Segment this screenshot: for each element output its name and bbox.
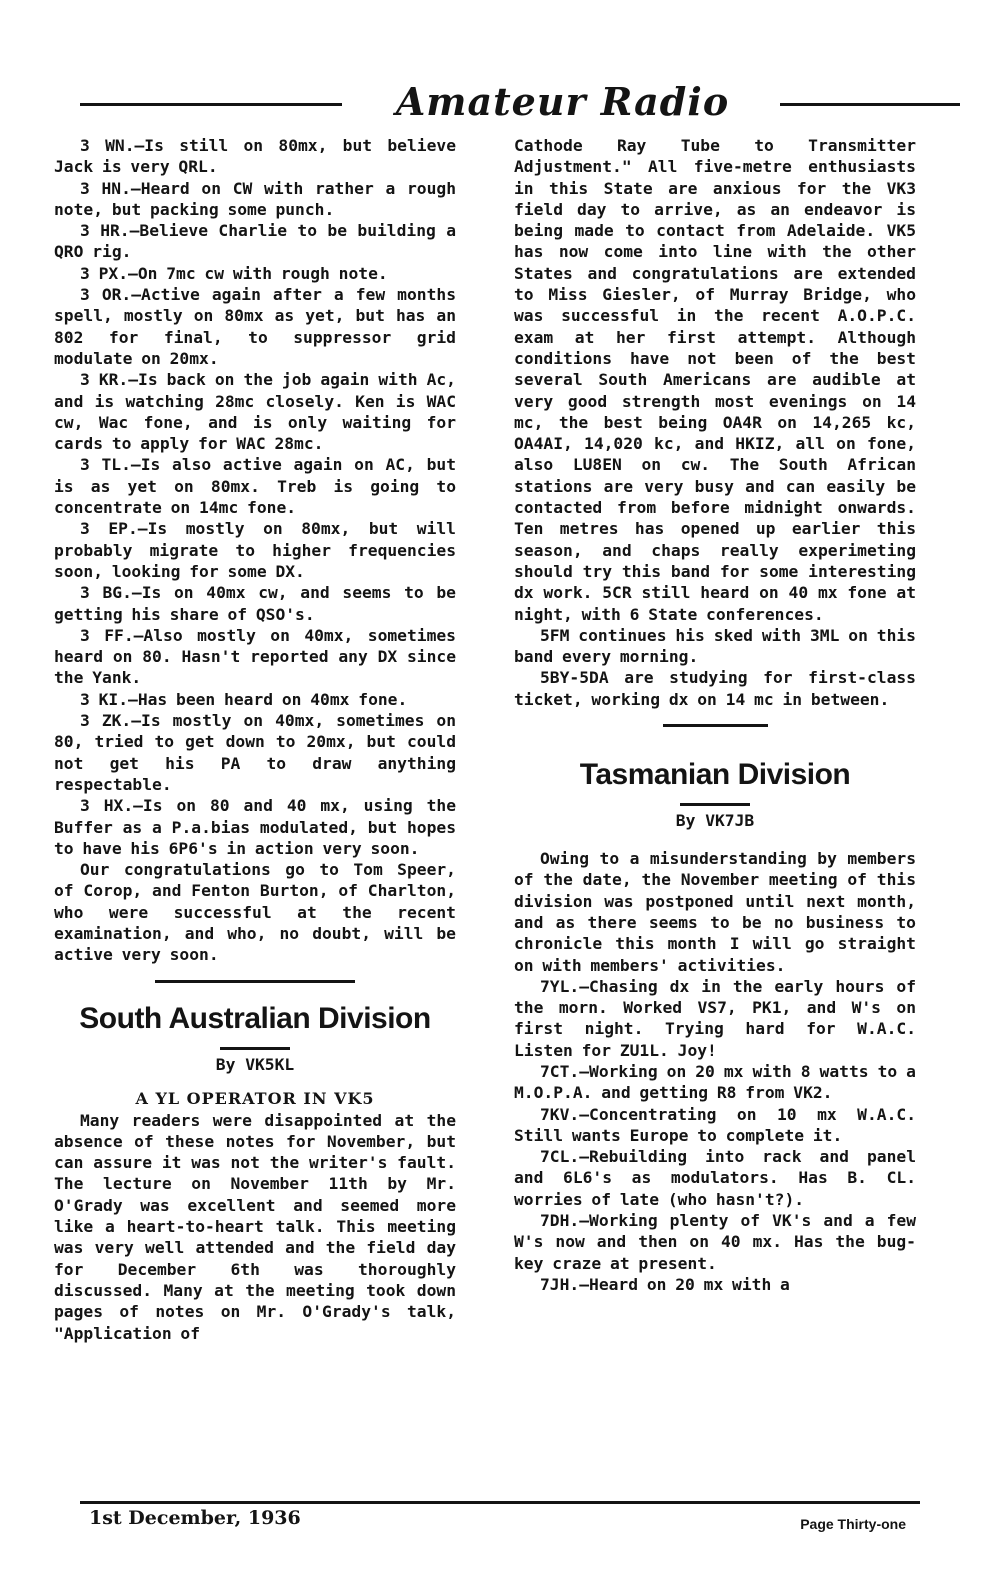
station-note-3zk: 3 ZK.—Is mostly on 40mx, sometimes on 80, tried to get down to 20mx, but could not get his PA to draw anything respectable. bbox=[54, 711, 456, 794]
station-note-7dh: 7DH.—Working plenty of VK's and a few W's now and then on 40 mx. Has the bug-key craze at present. bbox=[514, 1211, 916, 1273]
south-australian-paragraph: Many readers were disappointed at the absence of these notes for November, but can assure it was not the writer's fault. The lecture on November 11th by Mr. O'Grady was excellent and seemed more like a heart-to-heart talk. This meeting was very well attended and the field day for December 6th was thoroughly discussed. Many at the meeting took down pages of notes on Mr. O'Grady's talk, "Application of bbox=[54, 1110, 456, 1343]
station-note-7ct: 7CT.—Working on 20 mx with 8 watts to a M.O.P.A. and getting R8 from VK2. bbox=[514, 1061, 916, 1103]
station-note-3bg: 3 BG.—Is on 40mx cw, and seems to be getting his share of QSO's. bbox=[54, 583, 456, 624]
station-note-7cl: 7CL.—Rebuilding into rack and panel and 6L6's as modulators. Has B. CL. worries of late (who hasn't?). bbox=[514, 1147, 916, 1209]
section-divider bbox=[155, 980, 355, 983]
masthead-title: Amateur Radio bbox=[395, 79, 730, 124]
byline-vk7jb: By VK7JB bbox=[675, 811, 755, 831]
right-column bbox=[514, 135, 916, 1295]
station-note-7jh: 7JH.—Heard on 20 mx with a bbox=[540, 1274, 790, 1294]
masthead-rule-left bbox=[80, 103, 342, 106]
left-column bbox=[54, 135, 456, 1344]
station-note-5by-5da: 5BY-5DA are studying for first-class ticket, working dx on 14 mc in between. bbox=[514, 668, 916, 709]
station-note-5fm: 5FM continues his sked with 3ML on this band every morning. bbox=[514, 625, 916, 667]
station-note-3kr: 3 KR.—Is back on the job again with Ac, and is watching 28mc closely. Ken is WAC cw, Wac fone, and is only waiting for cards to apply for WAC 28mc. bbox=[54, 370, 456, 454]
station-note-3ki: 3 KI.—Has been heard on 40mx fone. bbox=[80, 689, 408, 709]
station-note-3hx: 3 HX.—Is on 80 and 40 mx, using the Buffer as a P.a.bias modulated, but hopes to have his 6P6's in action very soon. bbox=[54, 796, 456, 858]
station-note-3hr: 3 HR.—Believe Charlie to be building a QRO rig. bbox=[54, 221, 456, 262]
station-note-3hn: 3 HN.—Heard on CW with rather a rough note, but packing some punch. bbox=[54, 178, 456, 219]
section-divider bbox=[663, 724, 768, 727]
station-note-3tl: 3 TL.—Is also active again on AC, but is as yet on 80mx. Treb is going to concentrate on 14mc fone. bbox=[54, 455, 456, 518]
title-underline bbox=[220, 1047, 290, 1050]
tasmanian-intro-paragraph: Owing to a misunderstanding by members of the date, the November meeting of this division was postponed until next month, and as there seems to be no business to chronicle this month I will go straight on with members' activities. bbox=[514, 849, 916, 975]
congratulations-paragraph: Our congratulations go to Tom Speer, of Corop, and Fenton Burton, of Charlton, who were successful at the recent examination, and who, no doubt, will be active very soon. bbox=[54, 860, 456, 965]
issue-date: 1st December, 1936 bbox=[89, 1507, 301, 1529]
station-note-3or: 3 OR.—Active again after a few months spell, mostly on 80mx as yet, but has an 802 for final, to suppressor grid modulate on 20mx. bbox=[54, 285, 456, 368]
section-title-south-australian: South Australian Division bbox=[79, 1001, 431, 1035]
masthead bbox=[80, 78, 940, 126]
station-note-3px: 3 PX.—On 7mc cw with rough note. bbox=[80, 263, 388, 283]
station-note-7kv: 7KV.—Concentrating on 10 mx W.A.C. Still wants Europe to complete it. bbox=[514, 1104, 916, 1145]
masthead-rule-right bbox=[780, 103, 960, 106]
station-note-3wn: 3 WN.—Is still on 80mx, but believe Jack is very QRL. bbox=[54, 136, 456, 177]
section-title-tasmanian: Tasmanian Division bbox=[579, 758, 851, 792]
station-note-7yl: 7YL.—Chasing dx in the early hours of the morn. Worked VS7, PK1, and W's on first night. Trying hard for W.A.C. Listen for ZU1L. Joy! bbox=[514, 976, 916, 1060]
footer-rule bbox=[80, 1501, 920, 1504]
page-number: Page Thirty-one bbox=[800, 1516, 906, 1532]
byline-vk5kl: By VK5KL bbox=[215, 1054, 295, 1074]
station-note-3ep: 3 EP.—Is mostly on 80mx, but will probably migrate to higher frequencies soon, looking for some DX. bbox=[54, 519, 456, 581]
title-underline bbox=[680, 803, 750, 806]
south-australian-continued: Cathode Ray Tube to Transmitter Adjustment." All five-metre enthusiasts in this State are anxious for the VK3 field day to arrive, as an endeavor is being made to contact from Adelaide. VK5 has now come into line with the other States and congratulations are extended to Miss Giesler, of Murray Bridge, who was successful in the recent A.O.P.C. exam at her first attempt. Although conditions have not been of the best several South Americans are audible at very good strength most evenings on 14 mc, the best being OA4R on 14,265 kc, OA4AI, 14,020 kc, and HKIZ, all on fone, also LU8EN on cw. The South African stations are very busy and can easily be contacted from before midnight onwards. Ten metres has opened up earlier this season, and chaps really experimeting should try this band for some interesting dx work. 5CR still heard on 40 mx fone at night, with 6 State conferences. bbox=[514, 136, 916, 624]
subhead-yl-operator: A YL OPERATOR IN VK5 bbox=[135, 1088, 375, 1108]
station-note-3ff: 3 FF.—Also mostly on 40mx, sometimes heard on 80. Hasn't reported any DX since the Yank. bbox=[54, 625, 456, 688]
